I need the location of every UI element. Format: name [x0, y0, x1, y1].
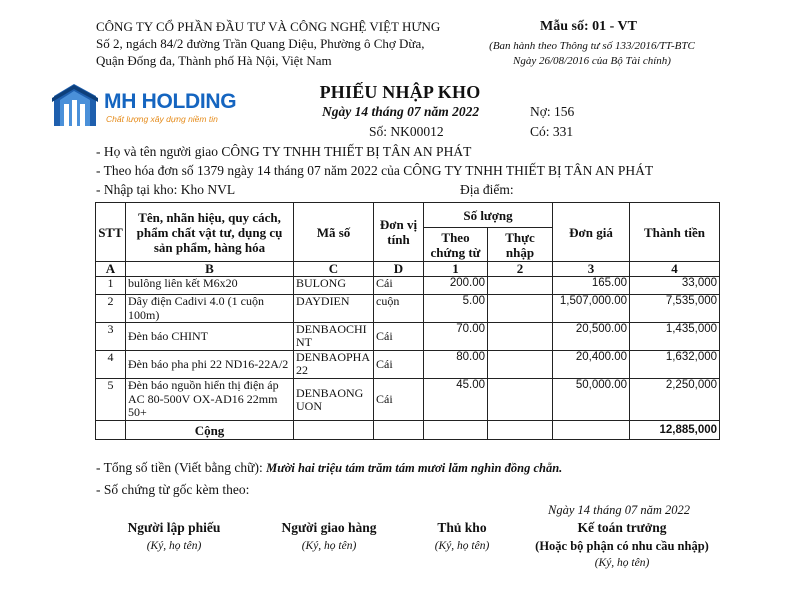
column-letter: 3	[553, 262, 630, 277]
form-note-line-1: (Ban hành theo Thông tư số 133/2016/TT-BTC	[489, 40, 695, 52]
row-qty-doc: 5.00	[424, 295, 488, 323]
warehouse-line: - Nhập tại kho: Kho NVL	[96, 182, 236, 197]
signature-sub: (Ký, họ tên)	[434, 540, 490, 552]
header-code: Mã số	[294, 203, 374, 262]
row-unit: Cái	[374, 351, 424, 379]
table-row	[96, 323, 720, 351]
header-stt: STT	[96, 203, 126, 262]
signature-title: Kế toán trưởng	[577, 520, 667, 535]
row-unit: Cái	[374, 277, 424, 295]
row-qty-doc: 45.00	[424, 379, 488, 421]
total-words: Mười hai triệu tám trăm tám mươi lăm nghìn đồng chẵn.	[266, 461, 563, 475]
logo-title: MH HOLDING	[104, 90, 237, 113]
signature-preparer	[104, 520, 244, 552]
company-address-1: Số 2, ngách 84/2 đường Trần Quang Diệu, Phường ô Chợ Dừa,	[96, 36, 425, 51]
total-row	[96, 421, 720, 440]
total-words-row	[96, 460, 562, 476]
deliverer-line: - Họ và tên người giao CÔNG TY TNHH THIẾT BỊ TÂN AN PHÁT	[96, 144, 472, 159]
row-code: DAYDIEN	[294, 295, 374, 323]
column-letter: C	[294, 262, 374, 277]
row-code: DENBAOCHINT	[294, 323, 374, 351]
header-qty-doc: Theo chứng từ	[424, 228, 488, 262]
row-qty-actual	[488, 379, 553, 421]
document-number: Số: NK00012	[369, 124, 444, 139]
company-address-2: Quận Đống đa, Thành phố Hà Nội, Việt Nam	[96, 53, 332, 68]
row-amount: 1,632,000	[630, 351, 720, 379]
signature-storekeeper	[412, 520, 512, 552]
column-letter: A	[96, 262, 126, 277]
row-qty-doc: 200.00	[424, 277, 488, 295]
company-block	[96, 18, 440, 69]
column-letter-row	[96, 262, 720, 277]
header-unit: Đơn vị tính	[374, 203, 424, 262]
row-stt: 3	[96, 323, 126, 351]
row-name: Đèn báo pha phi 22 ND16-22A/2	[126, 351, 294, 379]
row-price: 165.00	[553, 277, 630, 295]
row-price: 20,500.00	[553, 323, 630, 351]
row-unit: Cái	[374, 379, 424, 421]
row-stt: 4	[96, 351, 126, 379]
signature-deliverer	[254, 520, 404, 552]
row-code: BULONG	[294, 277, 374, 295]
header-amount: Thành tiền	[630, 203, 720, 262]
row-amount: 1,435,000	[630, 323, 720, 351]
column-letter: 1	[424, 262, 488, 277]
signature-sub: (Ký, họ tên)	[301, 540, 357, 552]
form-note	[474, 39, 710, 69]
row-name: Đèn báo CHINT	[126, 323, 294, 351]
total-blank	[488, 421, 553, 440]
row-qty-actual	[488, 295, 553, 323]
header-quantity: Số lượng	[424, 203, 553, 228]
invoice-line: - Theo hóa đơn số 1379 ngày 14 tháng 07 năm 2022 của CÔNG TY TNHH THIẾT BỊ TÂN AN PHÁT	[96, 163, 654, 178]
header-price: Đơn giá	[553, 203, 630, 262]
total-blank	[553, 421, 630, 440]
sign-date: Ngày 14 tháng 07 năm 2022	[548, 503, 691, 517]
row-qty-doc: 70.00	[424, 323, 488, 351]
total-words-label: - Tổng số tiền (Viết bằng chữ):	[96, 460, 263, 475]
logo-tagline: Chất lượng xây dựng niềm tin	[106, 114, 218, 124]
company-name: CÔNG TY CỔ PHẦN ĐẦU TƯ VÀ CÔNG NGHỆ VIỆT HƯNG	[96, 19, 441, 34]
column-letter: D	[374, 262, 424, 277]
total-blank	[96, 421, 126, 440]
goods-table	[95, 202, 720, 440]
signature-sub: (Ký, họ tên)	[146, 540, 202, 552]
row-amount: 7,535,000	[630, 295, 720, 323]
table-row	[96, 351, 720, 379]
location-line: Địa điểm:	[460, 182, 514, 197]
signature-sub: (Hoặc bộ phận có nhu cầu nhập)	[535, 539, 709, 553]
column-letter: 2	[488, 262, 553, 277]
row-qty-doc: 80.00	[424, 351, 488, 379]
column-letter: 4	[630, 262, 720, 277]
row-unit: cuộn	[374, 295, 424, 323]
total-blank	[424, 421, 488, 440]
row-code: DENBAOPHA22	[294, 351, 374, 379]
row-name: bulông liên kết M6x20	[126, 277, 294, 295]
table-row	[96, 277, 720, 295]
signature-title: Thủ kho	[437, 520, 487, 535]
header-qty-actual: Thực nhập	[488, 228, 553, 262]
form-note-line-2: Ngày 26/08/2016 của Bộ Tài chính)	[513, 55, 671, 67]
signature-title: Người giao hàng	[281, 520, 377, 535]
table-row	[96, 379, 720, 421]
form-code: Mẫu số: 01 - VT	[540, 19, 637, 34]
signature-sub-2: (Ký, họ tên)	[594, 557, 650, 569]
row-qty-actual	[488, 277, 553, 295]
row-stt: 5	[96, 379, 126, 421]
total-amount: 12,885,000	[630, 421, 720, 440]
total-blank	[294, 421, 374, 440]
total-label: Cộng	[126, 421, 294, 440]
row-name: Đèn báo nguồn hiển thị điện áp AC 80-500V OX-AD16 22mm 50+	[126, 379, 294, 421]
header-name: Tên, nhãn hiệu, quy cách, phẩm chất vật tư, dụng cụ sản phẩm, hàng hóa	[126, 203, 294, 262]
row-price: 1,507,000.00	[553, 295, 630, 323]
row-stt: 1	[96, 277, 126, 295]
row-qty-actual	[488, 323, 553, 351]
attached-docs: - Số chứng từ gốc kèm theo:	[96, 482, 250, 497]
signature-title: Người lập phiếu	[127, 520, 221, 535]
total-blank	[374, 421, 424, 440]
row-amount: 2,250,000	[630, 379, 720, 421]
table-row	[96, 295, 720, 323]
row-name: Dây điện Cadivi 4.0 (1 cuộn 100m)	[126, 295, 294, 323]
row-amount: 33,000	[630, 277, 720, 295]
row-price: 20,400.00	[553, 351, 630, 379]
row-code: DENBAONGUON	[294, 379, 374, 421]
credit-account: Có: 331	[530, 124, 574, 139]
column-letter: B	[126, 262, 294, 277]
document-date: Ngày 14 tháng 07 năm 2022	[322, 104, 480, 119]
row-unit: Cái	[374, 323, 424, 351]
document-title: PHIẾU NHẬP KHO	[319, 82, 481, 102]
debit-account: Nợ: 156	[530, 104, 575, 119]
row-price: 50,000.00	[553, 379, 630, 421]
signature-chief-accountant	[520, 520, 724, 569]
row-stt: 2	[96, 295, 126, 323]
row-qty-actual	[488, 351, 553, 379]
